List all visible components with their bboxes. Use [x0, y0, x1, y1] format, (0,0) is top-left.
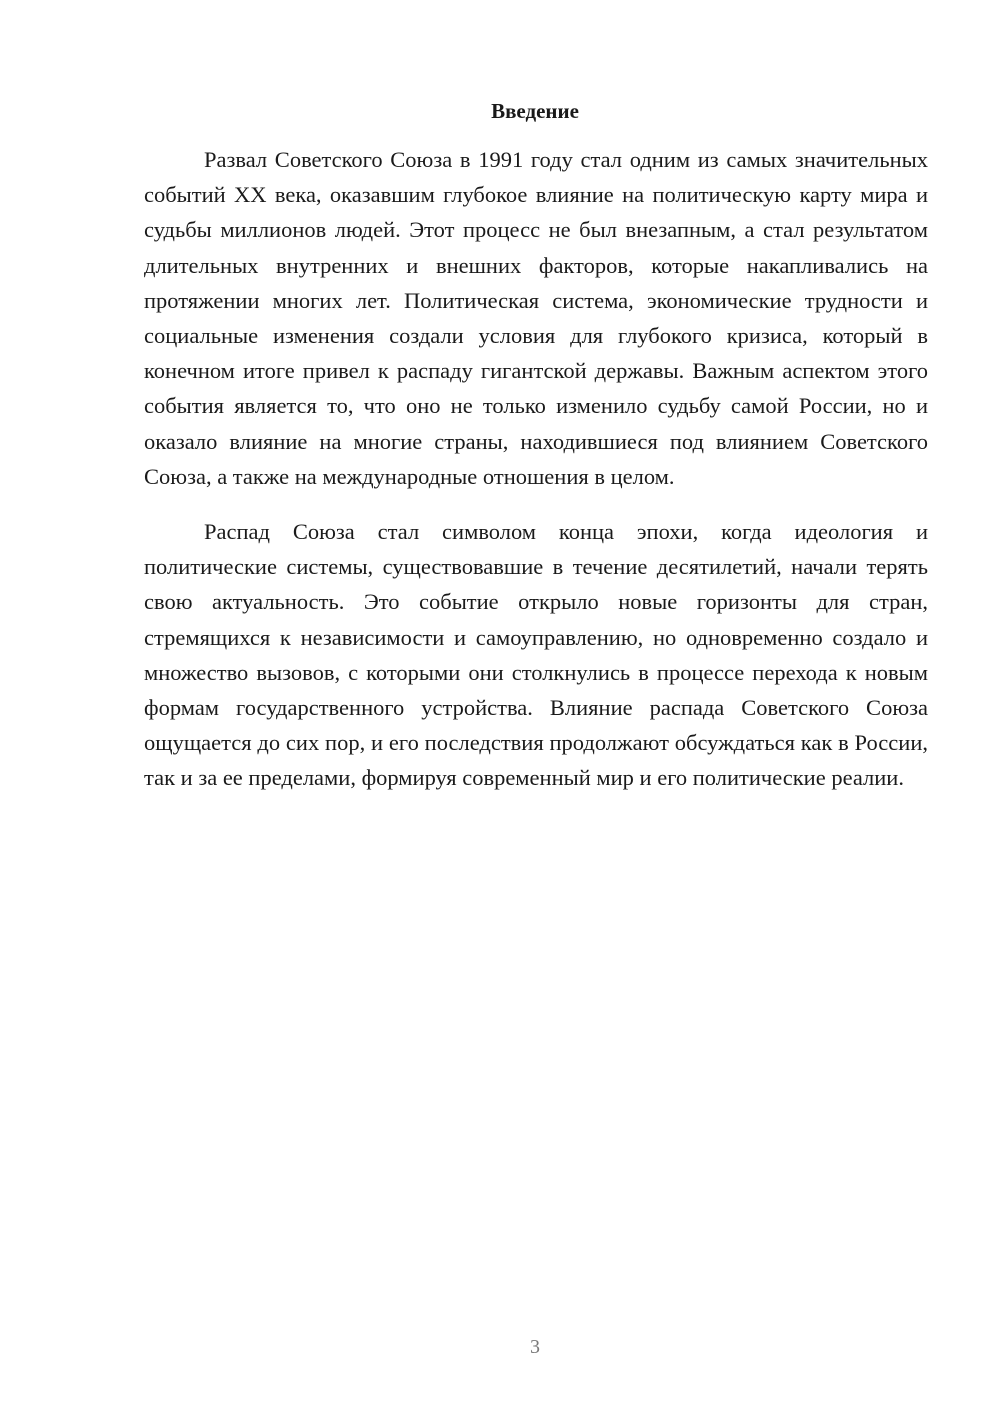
paragraph-1: Развал Советского Союза в 1991 году стал одним из самых значительных событий XX века, оказавшим глубокое влияние на политическую карту мира и судьбы миллионов людей. Этот процесс не был внезапным, а стал результатом длительных внутренних и внешних факторов, которые накапливались на протяжении многих лет. Политическая система, экономические трудности и социальные изменения создали условия для глубокого кризиса, который в конечном итоге привел к распаду гигантской державы. Важным аспектом этого события является то, что оно не только изменило судьбу самой России, но и оказало влияние на многие страны, находившиеся под влиянием Советского Союза, а также на международные отношения в целом.: [144, 147, 928, 489]
page-number: 3: [530, 1336, 540, 1358]
body-text: [144, 142, 928, 796]
paragraph-2: Распад Союза стал символом конца эпохи, когда идеология и политические системы, существовавшие в течение десятилетий, начали терять свою актуальность. Это событие открыло новые горизонты для стран, стремящихся к независимости и самоуправлению, но одновременно создало и множество вызовов, с которыми они столкнулись в процессе перехода к новым формам государственного устройства. Влияние распада Советского Союза ощущается до сих пор, и его последствия продолжают обсуждаться как в России, так и за ее пределами, формируя современный мир и его политические реалии.: [144, 519, 928, 791]
section-heading: Введение: [491, 99, 579, 123]
